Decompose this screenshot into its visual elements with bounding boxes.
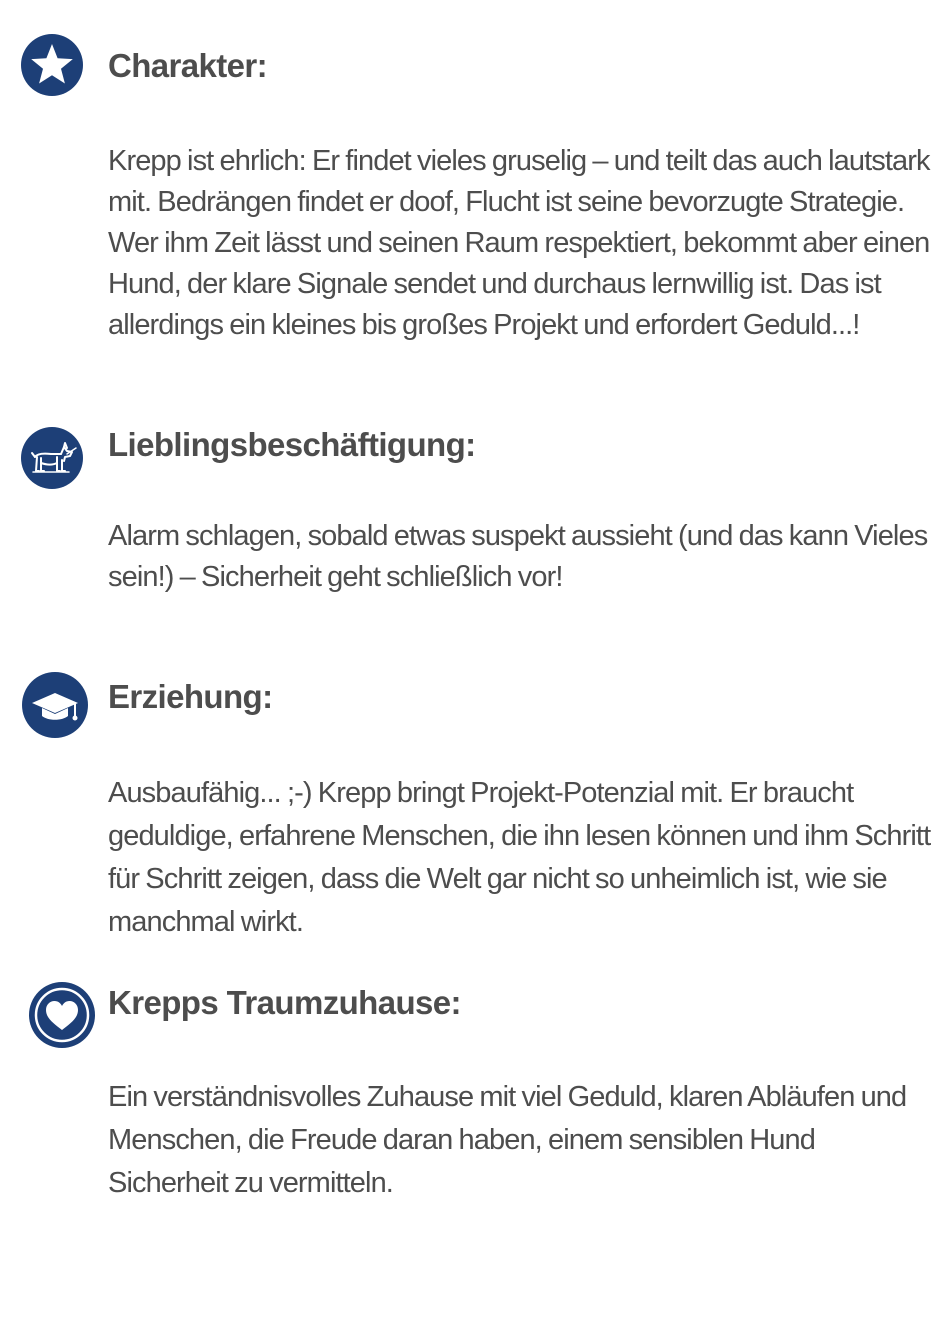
- text-traumzuhause: Ein verständnisvolles Zuhause mit viel Geduld, klaren Abläufen und Menschen, die Freude daran haben, einem sensiblen Hund Sicherheit zu vermitteln.: [108, 1081, 907, 1199]
- heading-erziehung: Erziehung:: [108, 678, 273, 715]
- heading-traumzuhause: Krepps Traumzuhause:: [108, 984, 461, 1021]
- text-lieblingsbeschaeftigung: Alarm schlagen, sobald etwas suspekt aussieht (und das kann Vieles sein!) – Sicherheit geht schließlich vor!: [108, 520, 928, 593]
- dog-icon: [21, 427, 83, 489]
- heading-charakter: Charakter:: [108, 47, 268, 84]
- graduation-cap-icon: [22, 672, 88, 738]
- text-erziehung: Ausbaufähig... ;-) Krepp bringt Projekt-Potenzial mit. Er braucht geduldige, erfahrene Menschen, die ihn lesen können und ihm Schritt für Schritt zeigen, dass die Welt gar nicht so unheimlich ist, wie sie manchmal wirkt.: [108, 777, 931, 938]
- heading-lieblingsbeschaeftigung: Lieblingsbeschäftigung:: [108, 426, 476, 463]
- text-charakter: Krepp ist ehrlich: Er findet vieles gruselig – und teilt das auch lautstark mit. Bedrängen findet er doof, Flucht ist seine bevorzugte Strategie. Wer ihm Zeit lässt und seinen Raum respektiert, bekommt aber einen Hund, der klare Signale sendet und durchaus lernwillig ist. Das ist allerdings ein kleines bis großes Projekt und erfordert Geduld...!: [108, 145, 930, 341]
- star-icon: [21, 34, 83, 96]
- heart-icon: [29, 982, 95, 1048]
